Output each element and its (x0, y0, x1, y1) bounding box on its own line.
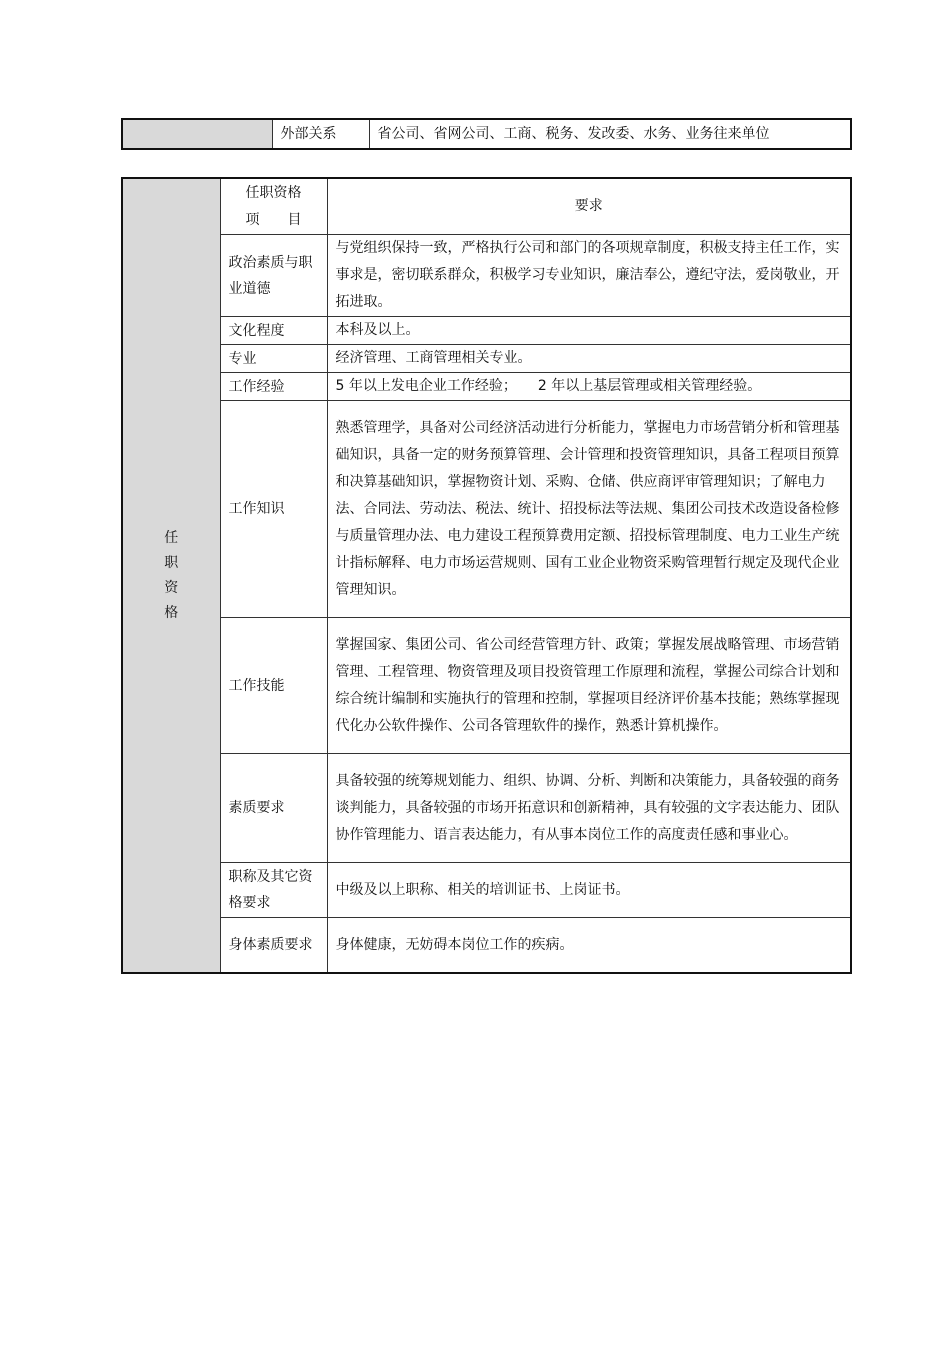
header-row (122, 178, 851, 235)
table-row (122, 345, 851, 373)
table-row (122, 918, 851, 974)
table-row (122, 863, 851, 918)
table-row (122, 317, 851, 345)
item-header-line2: 项 目 (245, 211, 302, 228)
row-item: 素质要求 (220, 754, 327, 863)
row-item: 工作经验 (220, 373, 327, 401)
table-row (122, 618, 851, 754)
external-relations-label: 外部关系 (272, 119, 369, 149)
requirement-header: 要求 (327, 178, 851, 235)
row-item: 政治素质与职业道德 (220, 235, 327, 317)
row-item: 身体素质要求 (220, 918, 327, 974)
section-char: 格 (164, 604, 179, 621)
row-requirement: 与党组织保持一致，严格执行公司和部门的各项规章制度，积极支持主任工作，实事求是，密切联系群众，积极学习专业知识，廉洁奉公，遵纪守法，爱岗敬业，开拓进取。 (327, 235, 851, 317)
external-relations-table (121, 118, 852, 150)
item-header (220, 178, 327, 235)
item-header-line1: 任职资格 (245, 184, 302, 201)
blank-gray-cell (122, 119, 272, 149)
row-requirement: 掌握国家、集团公司、省公司经营管理方针、政策；掌握发展战略管理、市场营销管理、工程管理、物资管理及项目投资管理工作原理和流程，掌握公司综合计划和综合统计编制和实施执行的管理和控制，掌握项目经济评价基本技能；熟练掌握现代化办公软件操作、公司各管理软件的操作，熟悉计算机操作。 (327, 618, 851, 754)
table-row (122, 235, 851, 317)
section-label (122, 178, 220, 973)
row-requirement: 具备较强的统筹规划能力、组织、协调、分析、判断和决策能力，具备较强的商务谈判能力，具备较强的市场开拓意识和创新精神，具有较强的文字表达能力、团队协作管理能力、语言表达能力，有从事本岗位工作的高度责任感和事业心。 (327, 754, 851, 863)
external-relations-row (122, 119, 851, 149)
external-relations-value: 省公司、省网公司、工商、税务、发改委、水务、业务往来单位 (369, 119, 851, 149)
row-item: 工作技能 (220, 618, 327, 754)
row-requirement: 身体健康，无妨碍本岗位工作的疾病。 (327, 918, 851, 974)
qualification-table (121, 177, 852, 974)
row-requirement: 本科及以上。 (327, 317, 851, 345)
table-row (122, 754, 851, 863)
section-char: 职 (164, 554, 179, 571)
row-item: 工作知识 (220, 401, 327, 618)
row-item: 专业 (220, 345, 327, 373)
row-requirement: 经济管理、工商管理相关专业。 (327, 345, 851, 373)
table-row (122, 373, 851, 401)
row-item: 文化程度 (220, 317, 327, 345)
section-char: 资 (164, 579, 179, 596)
row-requirement: 5 年以上发电企业工作经验； 2 年以上基层管理或相关管理经验。 (327, 373, 851, 401)
row-requirement: 熟悉管理学，具备对公司经济活动进行分析能力，掌握电力市场营销分析和管理基础知识，具备一定的财务预算管理、会计管理和投资管理知识，具备工程项目预算和决算基础知识，掌握物资计划、采购、仓储、供应商评审管理知识；了解电力法、合同法、劳动法、税法、统计、招投标法等法规、集团公司技术改造设备检修与质量管理办法、电力建设工程预算费用定额、招投标管理制度、电力工业生产统计指标解释、电力市场运营规则、国有工业企业物资采购管理暂行规定及现代企业管理知识。 (327, 401, 851, 618)
row-requirement: 中级及以上职称、相关的培训证书、上岗证书。 (327, 863, 851, 918)
row-item: 职称及其它资格要求 (220, 863, 327, 918)
section-char: 任 (164, 529, 179, 546)
table-row (122, 401, 851, 618)
